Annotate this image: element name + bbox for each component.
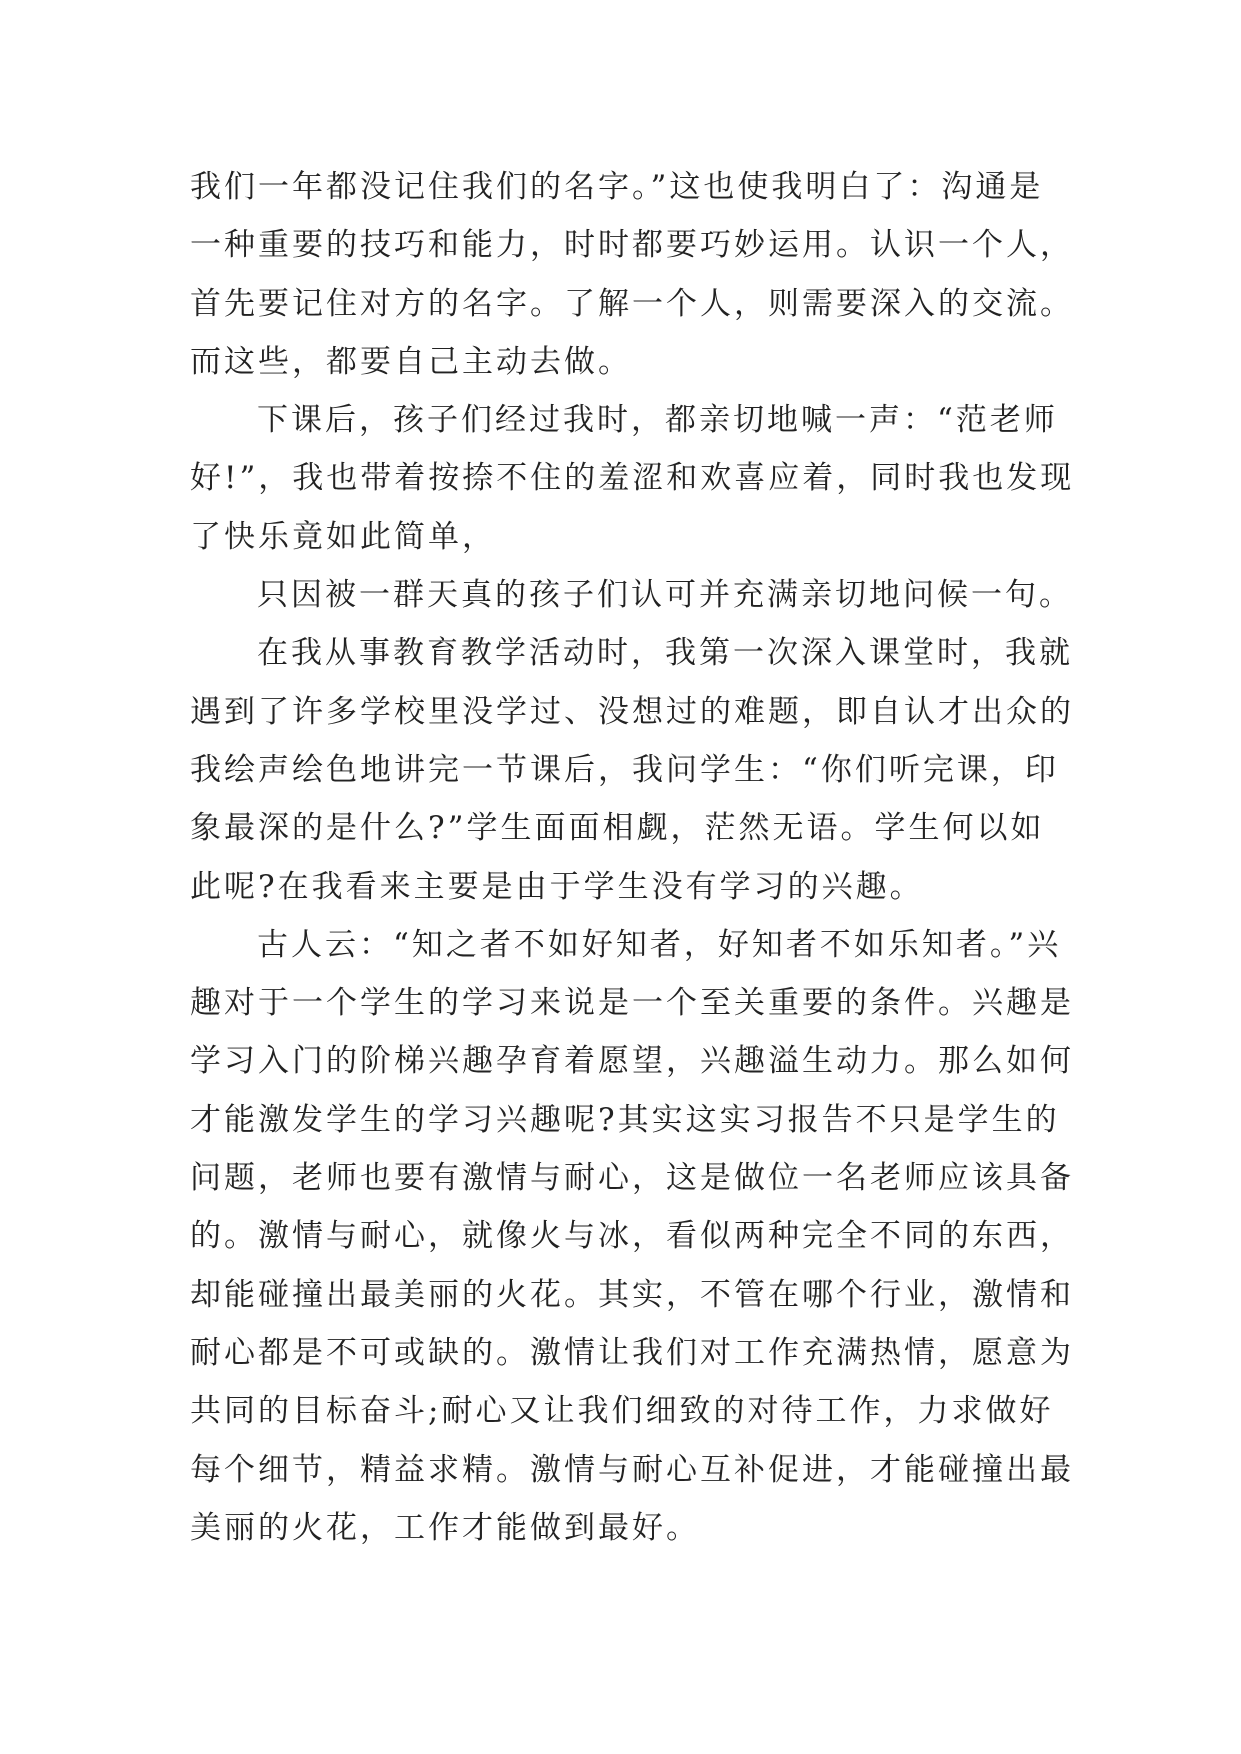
text-line: 却能碰撞出最美丽的火花。其实，不管在哪个行业，激情和 [190, 1276, 1074, 1313]
text-line: 遇到了许多学校里没学过、没想过的难题，即自认才出众的 [190, 693, 1074, 730]
text-line: 的。激情与耐心，就像火与冰，看似两种完全不同的东西， [190, 1218, 1074, 1255]
text-line: 了快乐竟如此简单， [190, 518, 496, 555]
paragraph-first-line: 只因被一群天真的孩子们认可并充满亲切地问候一句。 [257, 577, 1073, 614]
text-line: 学习入门的阶梯兴趣孕育着愿望，兴趣溢生动力。那么如何 [190, 1043, 1074, 1080]
text-line: 美丽的火花，工作才能做到最好。 [190, 1509, 700, 1546]
text-line: 问题，老师也要有激情与耐心，这是做位一名老师应该具备 [190, 1160, 1074, 1197]
text-line: 趣对于一个学生的学习来说是一个至关重要的条件。兴趣是 [190, 985, 1074, 1022]
text-line: 共同的目标奋斗;耐心又让我们细致的对待工作，力求做好 [190, 1393, 1054, 1430]
text-line: 才能激发学生的学习兴趣呢?其实这实习报告不只是学生的 [190, 1101, 1060, 1138]
text-line: 好!”，我也带着按捺不住的羞涩和欢喜应着，同时我也发现 [190, 460, 1075, 497]
paragraph-first-line: 下课后，孩子们经过我时，都亲切地喊一声：“范老师 [257, 402, 1058, 439]
text-line: 而这些，都要自己主动去做。 [190, 343, 632, 380]
text-line: 耐心都是不可或缺的。激情让我们对工作充满热情，愿意为 [190, 1334, 1074, 1371]
paragraph-first-line: 古人云：“知之者不如好知者，好知者不如乐知者。”兴 [257, 926, 1062, 963]
text-line: 一种重要的技巧和能力，时时都要巧妙运用。认识一个人， [190, 227, 1074, 264]
text-line: 首先要记住对方的名字。了解一个人，则需要深入的交流。 [190, 285, 1074, 322]
text-line: 此呢?在我看来主要是由于学生没有学习的兴趣。 [190, 868, 924, 905]
text-line: 我们一年都没记住我们的名字。”这也使我明白了：沟通是 [190, 169, 1044, 205]
paragraph-first-line: 在我从事教育教学活动时，我第一次深入课堂时，我就 [257, 635, 1073, 672]
document-body [190, 158, 1075, 1557]
text-line: 我绘声绘色地讲完一节课后，我问学生：“你们听完课，印 [190, 751, 1059, 788]
text-line: 每个细节，精益求精。激情与耐心互补促进，才能碰撞出最 [190, 1451, 1074, 1488]
text-line: 象最深的是什么?”学生面面相觑，茫然无语。学生何以如 [190, 810, 1045, 847]
